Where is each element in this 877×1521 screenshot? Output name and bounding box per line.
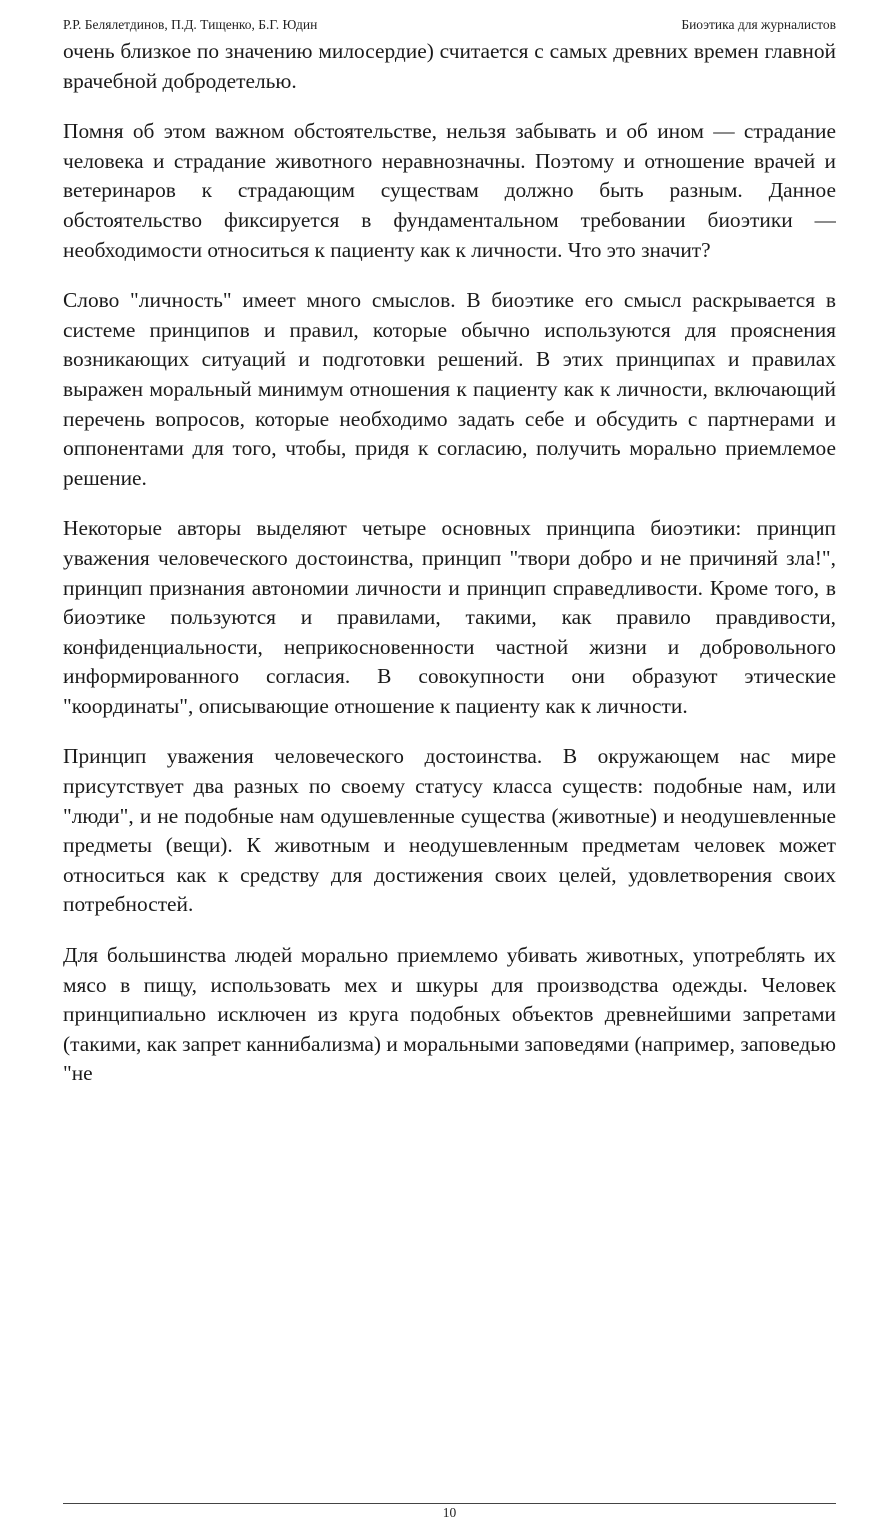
paragraph: очень близкое по значению милосердие) считается с самых древних времен главной врачебной добродетелью. <box>63 39 836 93</box>
page-header <box>63 14 836 36</box>
page-number: 10 <box>442 1505 457 1520</box>
paragraph: Некоторые авторы выделяют четыре основных принципа биоэтики: принцип уважения человеческого достоинства, принцип "твори добро и не причиняй зла!", принцип признания автономии личности и принцип справедливости. Кроме того, в биоэтике пользуются и правилами, такими, как правило правдивости, конфиденциальности, неприкосновенности частной жизни и добровольного информированного согласия. В совокупности они образуют этические "координаты", описывающие отношение к пациенту как к личности. <box>63 516 836 718</box>
paragraph: Для большинства людей морально приемлемо убивать животных, употреблять их мясо в пищу, использовать мех и шкуры для производства одежды. Человек принципиально исключен из круга подобных объектов древнейшими запретами (такими, как запрет каннибализма) и моральными заповедями (например, заповедью "не <box>63 943 836 1086</box>
paragraph: Принцип уважения человеческого достоинства. В окружающем нас мире присутствует два разных по своему статусу класса существ: подобные нам, или "люди", и не подобные нам одушевленные существа (животные) и неодушевленные предметы (вещи). К животным и неодушевленным предметам человек может относиться как к средству для достижения своих целей, удовлетворения своих потребностей. <box>63 744 836 917</box>
page-body <box>63 37 836 1501</box>
header-authors: Р.Р. Белялетдинов, П.Д. Тищенко, Б.Г. Юдин <box>63 17 318 32</box>
footer-divider <box>63 1503 836 1504</box>
header-book-title: Биоэтика для журналистов <box>681 17 836 32</box>
paragraph: Помня об этом важном обстоятельстве, нельзя забывать и об ином — страдание человека и страдание животного неравнозначны. Поэтому и отношение врачей и ветеринаров к страдающим существам должно быть разным. Данное обстоятельство фиксируется в фундаментальном требовании биоэтики — необходимости относиться к пациенту как к личности. Что это значит? <box>63 119 836 262</box>
paragraph: Слово "личность" имеет много смыслов. В биоэтике его смысл раскрывается в системе принципов и правил, которые обычно используются для прояснения возникающих ситуаций и подготовки решений. В этих принципах и правилах выражен моральный минимум отношения к пациенту как к личности, включающий перечень вопросов, которые необходимо задать себе и обсудить с партнерами и оппонентами для того, чтобы, придя к согласию, получить морально приемлемое решение. <box>63 288 836 490</box>
